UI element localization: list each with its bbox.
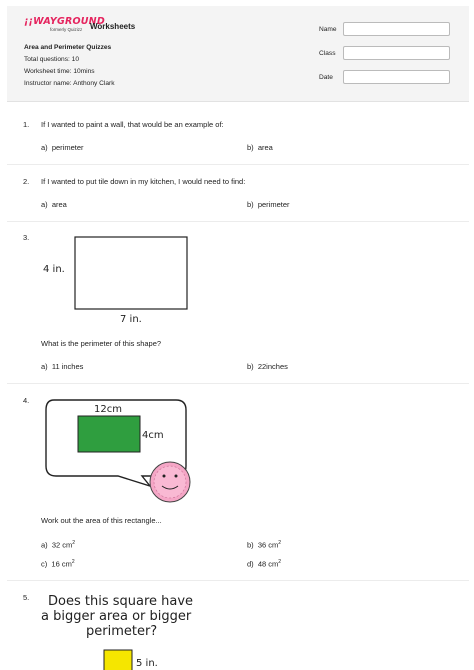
date-field[interactable] — [343, 70, 450, 84]
green-rectangle — [78, 416, 140, 452]
smiley-face-icon — [150, 462, 190, 502]
worksheets-label: Worksheets — [90, 22, 136, 31]
question-text: What is the perimeter of this shape? — [41, 339, 162, 348]
question-divider — [7, 164, 469, 165]
option-b[interactable]: b) perimeter — [247, 200, 290, 209]
question-number: 2. — [23, 177, 30, 186]
option-a[interactable]: a) perimeter — [41, 143, 84, 152]
question-divider — [7, 383, 469, 384]
option-b[interactable]: b) 36 $cm^2$ — [247, 540, 282, 550]
logo-text: WAYGROUND — [33, 16, 105, 27]
rectangle-figure — [38, 230, 198, 330]
rectangle-side-label: 4 in. — [43, 264, 65, 275]
question-number: 4. — [23, 396, 30, 405]
rectangle-bottom-label: 7 in. — [120, 314, 142, 325]
name-label: Name — [319, 26, 337, 33]
speech-bubble-figure — [38, 394, 198, 506]
rectangle-side-label: 4cm — [142, 430, 164, 441]
square-side-label: 5 in. — [136, 658, 158, 669]
figure-heading-line: perimeter? — [86, 624, 158, 639]
square-question-figure — [38, 588, 208, 670]
question-text: If I wanted to paint a wall, that would be an example of: — [41, 120, 224, 129]
question-divider — [7, 580, 469, 581]
option-a[interactable]: a) area — [41, 200, 67, 209]
class-label: Class — [319, 50, 336, 57]
rectangle-shape — [75, 237, 187, 309]
worksheet-header — [7, 6, 469, 102]
question-number: 1. — [23, 120, 30, 129]
logo-mark-icon: ¡¡ — [24, 16, 34, 27]
question-text: If I wanted to put tile down in my kitchen, I would need to find: — [41, 177, 246, 186]
figure-heading-line: a bigger area or bigger — [41, 609, 192, 624]
worksheet-time: Worksheet time: 10mins — [24, 68, 95, 75]
instructor-name: Instructor name: Anthony Clark — [24, 80, 115, 87]
question-text: Work out the area of this rectangle... — [41, 516, 162, 525]
question-number: 3. — [23, 233, 30, 242]
rectangle-top-label: 12cm — [94, 404, 122, 415]
wayground-logo — [24, 16, 105, 32]
quiz-title: Area and Perimeter Quizzes — [24, 44, 112, 51]
option-d[interactable]: d) 48 $cm^2$ — [247, 559, 282, 569]
option-b[interactable]: b) 22inches — [247, 362, 288, 371]
logo-subtitle: formerly Quizizz — [50, 27, 83, 32]
question-number: 5. — [23, 593, 30, 602]
date-label: Date — [319, 74, 333, 81]
question-divider — [7, 221, 469, 222]
figure-heading-line: Does this square have — [48, 594, 194, 609]
option-a[interactable]: a) 11 inches — [41, 362, 84, 371]
option-a[interactable]: a) 32 $cm^2$ — [41, 540, 76, 550]
yellow-square — [104, 650, 132, 670]
option-b[interactable]: b) area — [247, 143, 273, 152]
name-field[interactable] — [343, 22, 450, 36]
class-field[interactable] — [343, 46, 450, 60]
option-c[interactable]: c) 16 $cm^2$ — [41, 559, 75, 569]
total-questions: Total questions: 10 — [24, 56, 79, 63]
